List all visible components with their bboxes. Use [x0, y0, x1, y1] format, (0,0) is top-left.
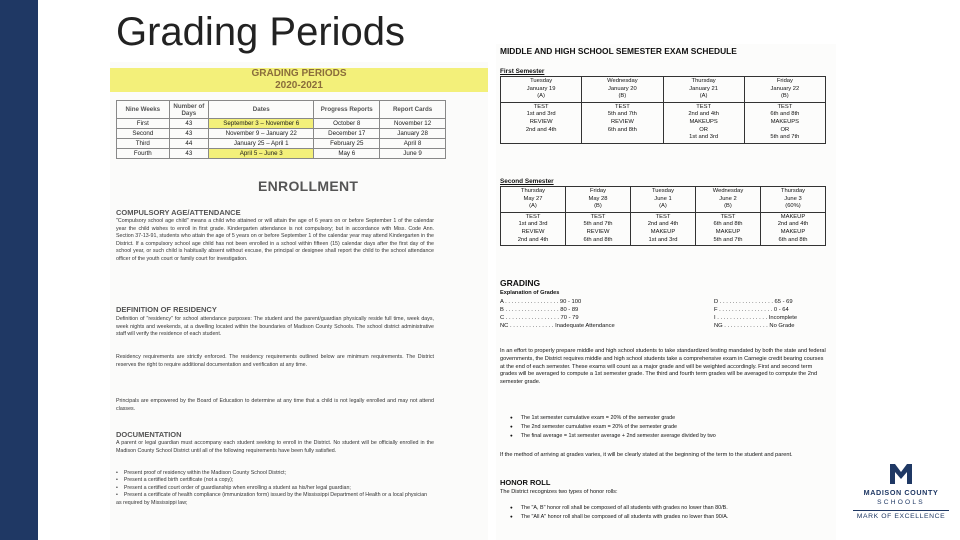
table-cell: Second: [117, 129, 170, 139]
exam-cell: TEST 2nd and 4th MAKEUP 1st and 3rd: [631, 212, 696, 245]
table-header: Dates: [209, 101, 314, 119]
table-row: [117, 119, 446, 129]
list-item: • Present a certificate of health compliance (immunization form) issued by the Mississippi Department of Health or a local physician as required by Mississippi law;: [116, 492, 434, 507]
table-cell: 43: [169, 119, 208, 129]
grade-line: C . . . . . . . . . . . . . . . . . 70 - 79: [500, 315, 579, 321]
grading-note: If the method of arriving at grades varies, it will be clearly stated at the beginning of the term to the student and parent.: [500, 452, 793, 458]
grade-scale-right: [714, 298, 797, 330]
grading-heading: GRADING: [500, 278, 541, 288]
grading-bullets: [510, 414, 828, 440]
first-semester-table: [500, 76, 826, 144]
table-header: Report Cards: [380, 101, 446, 119]
table-cell: First: [117, 119, 170, 129]
exam-cell: Friday May 28 (B): [566, 187, 631, 213]
list-item: • Present a certified birth certificate (not a copy);: [116, 477, 434, 484]
list-item: ● The "All A" honor roll shall be composed of all students with grades no lower than 90/A.: [510, 513, 828, 522]
section-heading: DEFINITION OF RESIDENCY: [116, 305, 217, 314]
exam-schedule-document: [496, 44, 836, 540]
table-header: Progress Reports: [314, 101, 380, 119]
district-logo: [848, 462, 954, 536]
second-semester-table: [500, 186, 826, 246]
logo-sub: SCHOOLS: [877, 499, 925, 506]
exam-cell: TEST 5th and 7th REVIEW 6th and 8th: [582, 102, 663, 143]
table-cell: Fourth: [117, 149, 170, 159]
list-item: • Present a certified court order of guardianship when enrolling a student as his/her legal guardian;: [116, 485, 434, 492]
list-item: ● The "A, B" honor roll shall be composed of all students with grades no lower than 80/B.: [510, 504, 828, 513]
table-header: Number of Days: [169, 101, 208, 119]
honor-roll-bullets: [510, 504, 828, 522]
section-text: Principals are empowered by the Board of Education to determine at any time that a child is not legally enrolled and may not attend classes.: [116, 398, 434, 412]
exam-cell: Wednesday June 2 (B): [696, 187, 761, 213]
section-text: Residency requirements are strictly enforced. The residency requirements outlined below are minimum requirements. The District reserves the right to require additional documentation and verification at any time.: [116, 354, 434, 368]
exam-cell: Tuesday January 19 (A): [501, 77, 582, 103]
table-header-row: [117, 101, 446, 119]
table-cell: January 28: [380, 129, 446, 139]
table-cell: 43: [169, 149, 208, 159]
table-row: [117, 129, 446, 139]
second-semester-label: Second Semester: [500, 178, 554, 185]
grade-line: NC . . . . . . . . . . . . . . Inadequate Attendance: [500, 323, 615, 329]
first-semester-label: First Semester: [500, 68, 545, 75]
grade-scale-left: [500, 298, 615, 330]
table-cell: 44: [169, 139, 208, 149]
exam-cell: Thursday June 3 (60%): [761, 187, 826, 213]
slide-accent-bar: [0, 0, 38, 540]
table-cell: May 6: [314, 149, 380, 159]
exam-cell: Friday January 22 (B): [744, 77, 825, 103]
exam-cell: TEST 6th and 8th MAKEUPS OR 5th and 7th: [744, 102, 825, 143]
logo-name: MADISON COUNTY: [863, 488, 939, 497]
enrollment-heading: ENROLLMENT: [258, 178, 359, 194]
section-heading: DOCUMENTATION: [116, 430, 182, 439]
section-text: A parent or legal guardian must accompany each student seeking to enroll in the District. No student will be officially enrolled in the Madison County School District until all of the following requirements have been fully satisfied.: [116, 440, 434, 454]
grade-line: I . . . . . . . . . . . . . . . . Incomplete: [714, 315, 798, 321]
grading-periods-title: GRADING PERIODS 2020-2021: [110, 68, 488, 92]
grade-line: F . . . . . . . . . . . . . . . . . 0 - 64: [714, 307, 789, 313]
table-cell: June 9: [380, 149, 446, 159]
section-text: "Compulsory school age child" means a child who attained or will attain the age of 6 years on or before September 1 of the calendar year the child wishes to enroll in first grade. Kindergarten attendance is not compulsory; but in accordance with Miss. Code Ann. Section 37-13-91, students who attain the age of 5 years on or before September 1 of the calendar year may attend Kindergarten in the District. If a compulsory school age child has not been enrolled in a school within fifteen (15) calendar days after the first day of the school year, or such child is habitually absent without excuse, the principal or designee shall report the child to the school attendance officer of the youth court or family court for investigation.: [116, 218, 434, 262]
table-cell: January 25 – April 1: [209, 139, 314, 149]
table-cell: September 3 – November 6: [209, 119, 314, 129]
exam-cell: TEST 5th and 7th REVIEW 6th and 8th: [566, 212, 631, 245]
table-cell: Third: [117, 139, 170, 149]
grade-line: D . . . . . . . . . . . . . . . . . 65 - 69: [714, 299, 793, 305]
list-item: ● The 1st semester cumulative exam = 20% of the semester grade: [510, 414, 828, 423]
exam-cell: TEST 1st and 3rd REVIEW 2nd and 4th: [501, 212, 566, 245]
section-heading: COMPULSORY AGE/ATTENDANCE: [116, 208, 241, 217]
exam-cell: TEST 1st and 3rd REVIEW 2nd and 4th: [501, 102, 582, 143]
table-row: [117, 139, 446, 149]
exam-cell: Tuesday June 1 (A): [631, 187, 696, 213]
list-item: • Present proof of residency within the Madison County School District;: [116, 470, 434, 477]
table-cell: November 9 – January 22: [209, 129, 314, 139]
logo-divider: [853, 510, 949, 511]
list-item: ● The 2nd semester cumulative exam = 20% of the semester grade: [510, 423, 828, 432]
section-text: Definition of "residency" for school attendance purposes: The student and the parent/guardian physically reside full time, week days, week nights and weekends, at a dwelling located within the boundaries of Madison County Schools. The school district administrative staff will verify the residence of each student.: [116, 316, 434, 338]
madison-logo-icon: [888, 462, 914, 486]
table-cell: April 8: [380, 139, 446, 149]
table-cell: October 8: [314, 119, 380, 129]
documentation-bullets: [116, 470, 434, 507]
grading-periods-table: [116, 100, 446, 159]
list-item: ● The final average = 1st semester average + 2nd semester average divided by two: [510, 432, 828, 441]
grade-line: B . . . . . . . . . . . . . . . . . 80 - 89: [500, 307, 579, 313]
grade-line: NG . . . . . . . . . . . . . . No Grade: [714, 323, 795, 329]
exam-cell: TEST 2nd and 4th MAKEUPS OR 1st and 3rd: [663, 102, 744, 143]
exam-cell: MAKEUP 2nd and 4th MAKEUP 6th and 8th: [761, 212, 826, 245]
table-cell: December 17: [314, 129, 380, 139]
exam-cell: Thursday January 21 (A): [663, 77, 744, 103]
grading-periods-document: [110, 62, 488, 540]
honor-roll-intro: The District recognizes two types of honor rolls:: [500, 489, 618, 495]
grading-paragraph: In an effort to properly prepare middle and high school students to take standardized testing mandated by both the state and federal governments, the District requires middle and high school students take a comprehensive exam in Carnegie credit bearing courses at the end of each semester. These exams will count as a major grade and will be weighted accordingly. First and second term grades will be averaged to compute a 1st semester grade. The third and fourth term grades will be averaged to compute the 2nd semester grade.: [500, 348, 826, 386]
exam-cell: Wednesday January 20 (B): [582, 77, 663, 103]
slide-title: Grading Periods: [116, 10, 406, 54]
table-header: Nine Weeks: [117, 101, 170, 119]
table-cell: February 25: [314, 139, 380, 149]
explanation-heading: Explanation of Grades: [500, 290, 560, 296]
grade-line: A . . . . . . . . . . . . . . . . . 90 - 100: [500, 299, 582, 305]
exam-cell: TEST 6th and 8th MAKEUP 5th and 7th: [696, 212, 761, 245]
exam-cell: Thursday May 27 (A): [501, 187, 566, 213]
logo-motto: MARK OF EXCELLENCE: [856, 513, 946, 520]
table-cell: April 5 – June 3: [209, 149, 314, 159]
honor-roll-heading: HONOR ROLL: [500, 478, 551, 487]
table-cell: November 12: [380, 119, 446, 129]
exam-schedule-title: MIDDLE AND HIGH SCHOOL SEMESTER EXAM SCHEDULE: [500, 46, 737, 56]
table-cell: 43: [169, 129, 208, 139]
table-row: [117, 149, 446, 159]
